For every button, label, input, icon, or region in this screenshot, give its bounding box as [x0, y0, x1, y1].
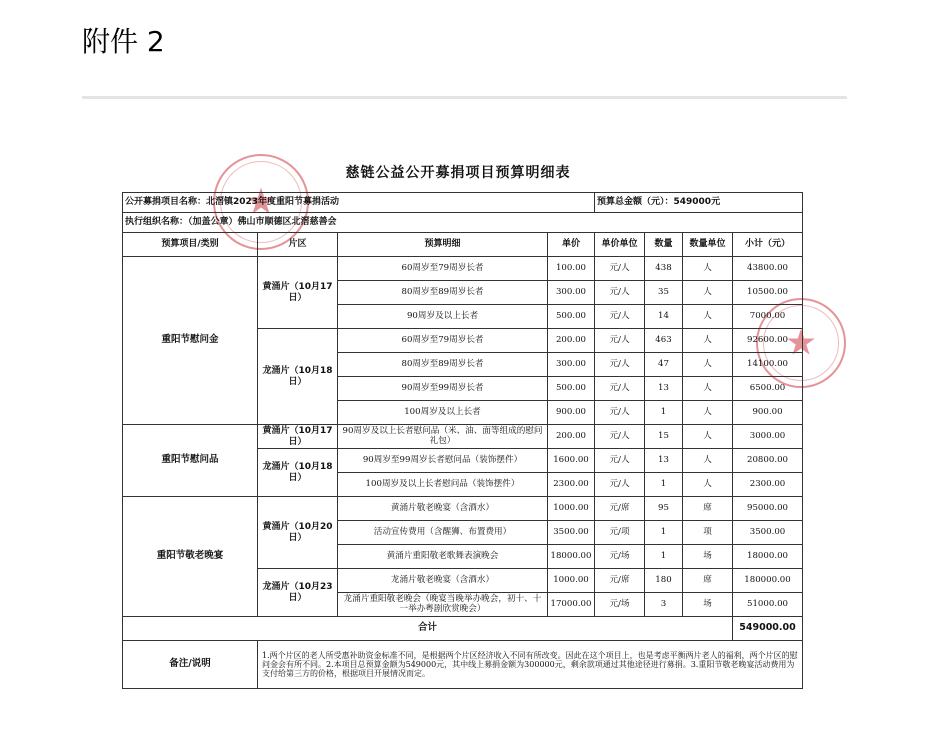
area-cell: 黄涌片（10月17日） — [258, 257, 338, 329]
subtotal-cell: 7000.00 — [733, 305, 803, 329]
org-name: 执行组织名称：（加盖公章）佛山市顺德区北滘慈善会 — [123, 213, 803, 233]
unit-price-cell: 500.00 — [548, 305, 595, 329]
quantity-unit-cell: 项 — [683, 521, 733, 545]
unit-price-cell: 1600.00 — [548, 449, 595, 473]
quantity-unit-cell: 人 — [683, 305, 733, 329]
detail-cell: 90周岁及以上长者 — [338, 305, 548, 329]
quantity-cell: 47 — [645, 353, 683, 377]
quantity-cell: 1 — [645, 545, 683, 569]
official-seal-left: ★ — [213, 154, 309, 250]
quantity-cell: 1 — [645, 521, 683, 545]
detail-cell: 60周岁至79周岁长者 — [338, 257, 548, 281]
quantity-unit-cell: 人 — [683, 257, 733, 281]
area-cell: 黄涌片（10月17日） — [258, 425, 338, 449]
quantity-cell: 1 — [645, 401, 683, 425]
column-header: 数量单位 — [683, 233, 733, 257]
detail-cell: 100周岁及以上长者慰问品（装饰摆件） — [338, 473, 548, 497]
table-row — [123, 425, 803, 449]
total-row — [123, 617, 803, 641]
total-value: 549000.00 — [733, 617, 803, 641]
subtotal-cell: 20800.00 — [733, 449, 803, 473]
note-row — [123, 641, 803, 689]
detail-cell: 80周岁至89周岁长者 — [338, 353, 548, 377]
note-text: 1.两个片区的老人所受惠补助资金标准不同，是根据两个片区经济收入不同有所改变。因此在这个项目上，也是考虑平衡两片老人的福利，两个片区的慰问金会有所不同。2.本项目总预算金额为549000元，其中线上募捐金额为300000元，剩余款项通过其他途径进行募捐。3.重阳节敬老晚宴活动费用为支付给第三方的价格，根据项目开展情况而定。 — [258, 641, 803, 689]
quantity-cell: 14 — [645, 305, 683, 329]
unit-price-cell: 3500.00 — [548, 521, 595, 545]
subtotal-cell: 3000.00 — [733, 425, 803, 449]
quantity-unit-cell: 席 — [683, 569, 733, 593]
price-unit-cell: 元/场 — [595, 593, 645, 617]
subtotal-cell: 92600.00 — [733, 329, 803, 353]
price-unit-cell: 元/人 — [595, 353, 645, 377]
detail-cell: 龙涌片敬老晚宴（含酒水） — [338, 569, 548, 593]
quantity-cell: 35 — [645, 281, 683, 305]
unit-price-cell: 17000.00 — [548, 593, 595, 617]
column-header: 单价单位 — [595, 233, 645, 257]
price-unit-cell: 元/人 — [595, 305, 645, 329]
budget-category: 重阳节慰问金 — [123, 257, 258, 425]
table-row — [123, 497, 803, 521]
quantity-cell: 463 — [645, 329, 683, 353]
detail-cell: 活动宣传费用（含醒狮、布置费用） — [338, 521, 548, 545]
table-row — [123, 257, 803, 281]
quantity-cell: 95 — [645, 497, 683, 521]
unit-price-cell: 1000.00 — [548, 569, 595, 593]
header-row — [123, 233, 803, 257]
subtotal-cell: 14100.00 — [733, 353, 803, 377]
subtotal-cell: 51000.00 — [733, 593, 803, 617]
subtotal-cell: 900.00 — [733, 401, 803, 425]
budget-table — [122, 192, 803, 689]
page-heading: 附件 2 — [82, 25, 165, 58]
detail-cell: 龙涌片重阳敬老晚会（晚宴当晚举办晚会，初十、十一举办粤剧欣赏晚会） — [338, 593, 548, 617]
detail-cell: 100周岁及以上长者 — [338, 401, 548, 425]
detail-cell: 60周岁至79周岁长者 — [338, 329, 548, 353]
quantity-cell: 438 — [645, 257, 683, 281]
detail-cell: 黄涌片重阳敬老歌舞表演晚会 — [338, 545, 548, 569]
quantity-cell: 13 — [645, 377, 683, 401]
column-header: 小计（元） — [733, 233, 803, 257]
price-unit-cell: 元/人 — [595, 425, 645, 449]
official-seal-right: ★ — [756, 298, 846, 388]
detail-cell: 90周岁至99周岁长者慰问品（装饰摆件） — [338, 449, 548, 473]
divider — [82, 96, 847, 99]
quantity-unit-cell: 人 — [683, 473, 733, 497]
note-label: 备注/说明 — [123, 641, 258, 689]
subtotal-cell: 43800.00 — [733, 257, 803, 281]
price-unit-cell: 元/人 — [595, 473, 645, 497]
price-unit-cell: 元/场 — [595, 545, 645, 569]
subtotal-cell: 3500.00 — [733, 521, 803, 545]
column-header: 片区 — [258, 233, 338, 257]
unit-price-cell: 900.00 — [548, 401, 595, 425]
price-unit-cell: 元/人 — [595, 281, 645, 305]
quantity-unit-cell: 人 — [683, 281, 733, 305]
budget-category: 重阳节敬老晚宴 — [123, 497, 258, 617]
subtotal-cell: 6500.00 — [733, 377, 803, 401]
quantity-cell: 3 — [645, 593, 683, 617]
column-header: 预算明细 — [338, 233, 548, 257]
quantity-unit-cell: 场 — [683, 593, 733, 617]
price-unit-cell: 元/人 — [595, 329, 645, 353]
unit-price-cell: 100.00 — [548, 257, 595, 281]
unit-price-cell: 200.00 — [548, 329, 595, 353]
column-header: 数量 — [645, 233, 683, 257]
price-unit-cell: 元/人 — [595, 377, 645, 401]
quantity-cell: 1 — [645, 473, 683, 497]
quantity-unit-cell: 席 — [683, 497, 733, 521]
unit-price-cell: 2300.00 — [548, 473, 595, 497]
area-cell: 龙涌片（10月18日） — [258, 329, 338, 425]
quantity-unit-cell: 人 — [683, 329, 733, 353]
project-name: 公开募捐项目名称：北滘镇2023年度重阳节募捐活动 — [123, 193, 595, 213]
budget-category: 重阳节慰问品 — [123, 425, 258, 497]
detail-cell: 90周岁至99周岁长者 — [338, 377, 548, 401]
price-unit-cell: 元/人 — [595, 257, 645, 281]
quantity-cell: 180 — [645, 569, 683, 593]
quantity-unit-cell: 人 — [683, 377, 733, 401]
total-budget: 预算总金额（元）：549000元 — [595, 193, 803, 213]
price-unit-cell: 元/席 — [595, 569, 645, 593]
unit-price-cell: 18000.00 — [548, 545, 595, 569]
project-row — [123, 193, 803, 213]
subtotal-cell: 18000.00 — [733, 545, 803, 569]
subtotal-cell: 180000.00 — [733, 569, 803, 593]
quantity-unit-cell: 场 — [683, 545, 733, 569]
scanned-document — [108, 150, 818, 720]
column-header: 预算项目/类别 — [123, 233, 258, 257]
unit-price-cell: 500.00 — [548, 377, 595, 401]
detail-cell: 80周岁至89周岁长者 — [338, 281, 548, 305]
quantity-cell: 13 — [645, 449, 683, 473]
price-unit-cell: 元/人 — [595, 401, 645, 425]
area-cell: 黄涌片（10月20日） — [258, 497, 338, 569]
subtotal-cell: 2300.00 — [733, 473, 803, 497]
column-header: 单价 — [548, 233, 595, 257]
price-unit-cell: 元/席 — [595, 497, 645, 521]
price-unit-cell: 元/项 — [595, 521, 645, 545]
unit-price-cell: 300.00 — [548, 281, 595, 305]
quantity-unit-cell: 人 — [683, 353, 733, 377]
quantity-unit-cell: 人 — [683, 425, 733, 449]
subtotal-cell: 95000.00 — [733, 497, 803, 521]
unit-price-cell: 200.00 — [548, 425, 595, 449]
area-cell: 龙涌片（10月23日） — [258, 569, 338, 617]
price-unit-cell: 元/人 — [595, 449, 645, 473]
document-title: 慈链公益公开募捐项目预算明细表 — [345, 165, 571, 181]
quantity-unit-cell: 人 — [683, 401, 733, 425]
detail-cell: 黄涌片敬老晚宴（含酒水） — [338, 497, 548, 521]
quantity-unit-cell: 人 — [683, 449, 733, 473]
unit-price-cell: 1000.00 — [548, 497, 595, 521]
subtotal-cell: 10500.00 — [733, 281, 803, 305]
unit-price-cell: 300.00 — [548, 353, 595, 377]
org-row — [123, 213, 803, 233]
area-cell: 龙涌片（10月18日） — [258, 449, 338, 497]
quantity-cell: 15 — [645, 425, 683, 449]
total-label: 合计 — [123, 617, 733, 641]
detail-cell: 90周岁及以上长者慰问品（米、油、面等组成的慰问礼包） — [338, 425, 548, 449]
